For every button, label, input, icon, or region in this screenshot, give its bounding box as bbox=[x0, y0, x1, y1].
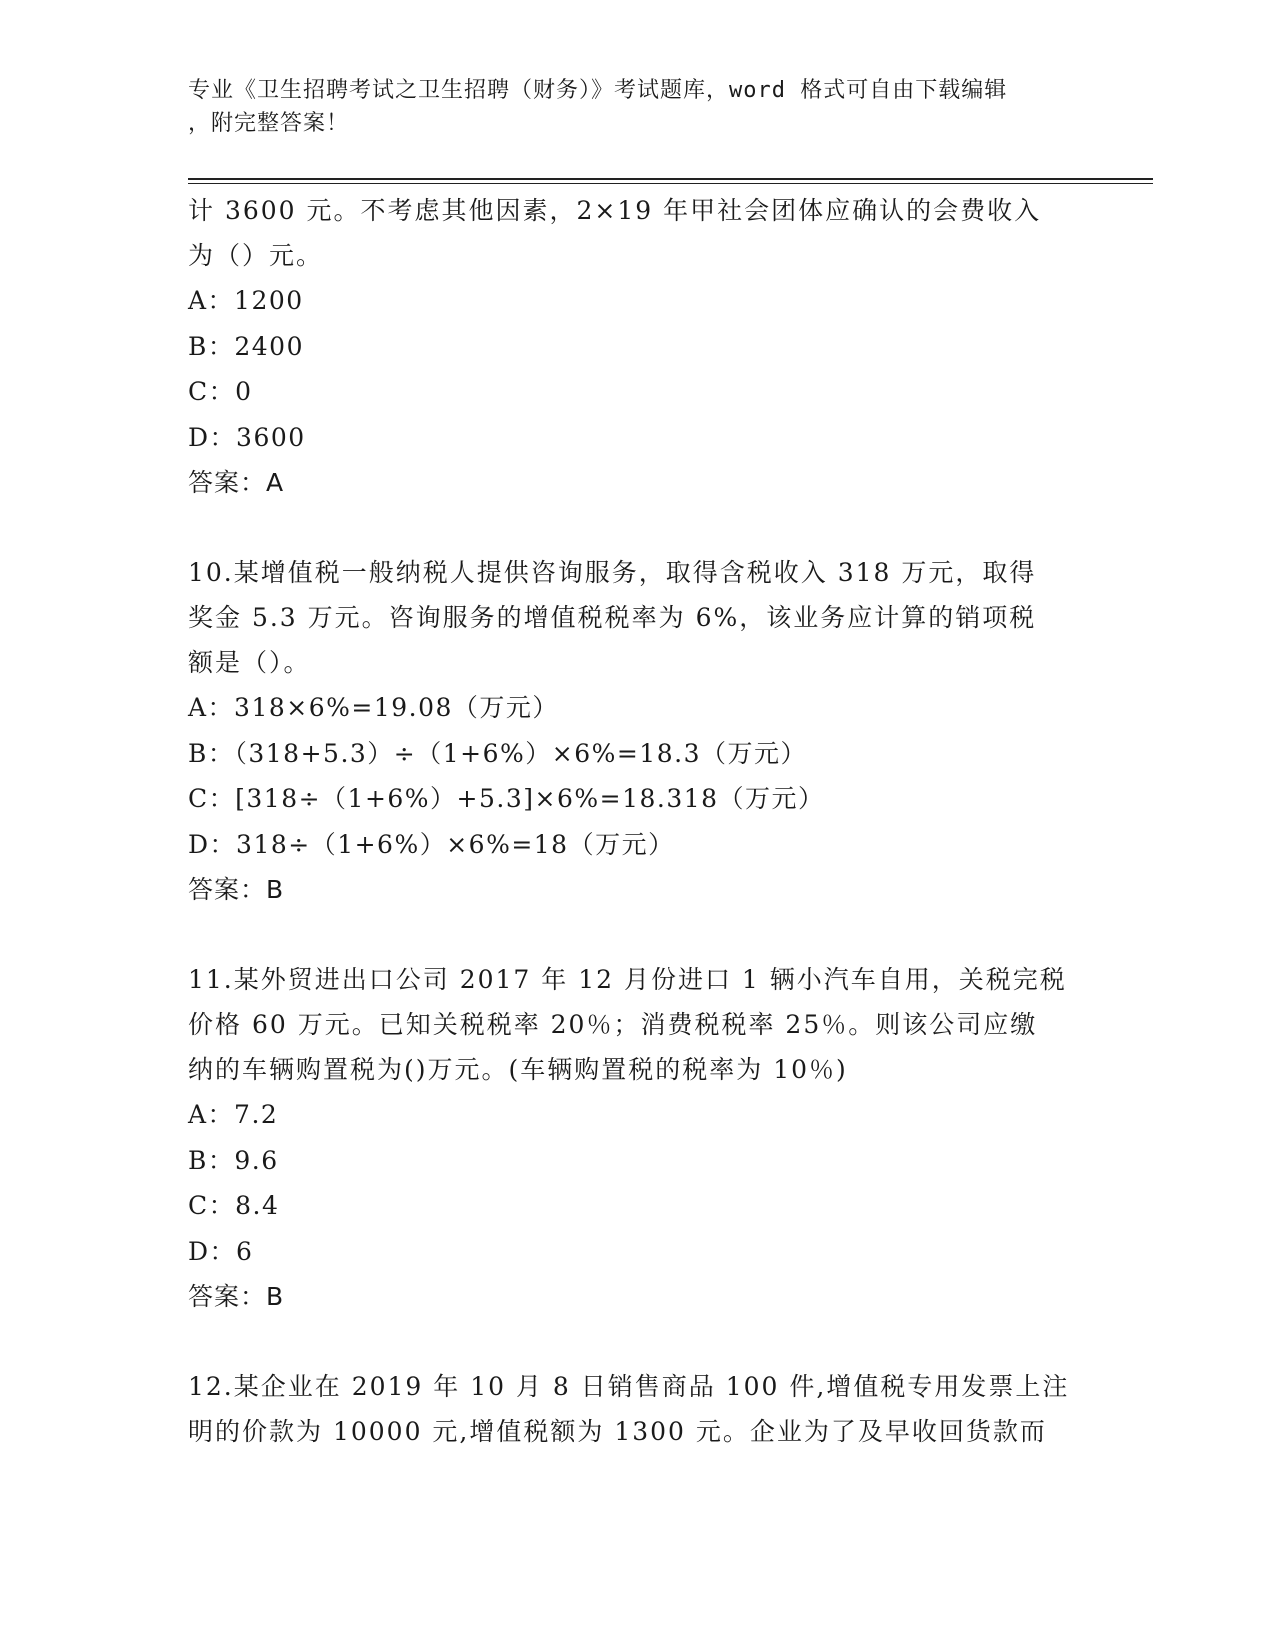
answer-text: 答案：A bbox=[188, 468, 285, 497]
question-text bbox=[188, 550, 1088, 685]
spacer bbox=[188, 1319, 1088, 1364]
option-d: D：6 bbox=[188, 1236, 254, 1266]
question-line: 10.某增值税一般纳税人提供咨询服务，取得含税收入 318 万元，取得 bbox=[188, 558, 1037, 587]
answer-text: 答案：B bbox=[188, 875, 285, 904]
option-b: B：9.6 bbox=[188, 1145, 279, 1175]
question-block bbox=[188, 188, 1088, 505]
question-block bbox=[188, 1364, 1088, 1454]
question-list bbox=[188, 188, 1088, 1454]
question-line: 奖金 5.3 万元。咨询服务的增值税税率为 6%，该业务应计算的销项税 bbox=[188, 603, 1037, 632]
option-b: B：（318+5.3）÷（1+6%）×6%=18.3（万元） bbox=[188, 738, 807, 768]
answer-text: 答案：B bbox=[188, 1282, 285, 1311]
option-c: C：[318÷（1+6%）+5.3]×6%=18.318（万元） bbox=[188, 784, 825, 813]
question-line: 明的价款为 10000 元,增值税额为 1300 元。企业为了及早收回货款而 bbox=[188, 1417, 1047, 1446]
question-text bbox=[188, 957, 1088, 1092]
question-text bbox=[188, 188, 1088, 278]
option-d: D：3600 bbox=[188, 422, 306, 452]
question-block bbox=[188, 550, 1088, 912]
spacer bbox=[188, 912, 1088, 957]
question-line: 11.某外贸进出口公司 2017 年 12 月份进口 1 辆小汽车自用，关税完税 bbox=[188, 965, 1067, 994]
question-line: 纳的车辆购置税为()万元。(车辆购置税的税率为 10％) bbox=[188, 1055, 848, 1084]
question-line: 计 3600 元。不考虑其他因素，2×19 年甲社会团体应确认的会费收入 bbox=[188, 196, 1042, 225]
header-line: 专业《卫生招聘考试之卫生招聘（财务）》考试题库，word 格式可自由下载编辑 bbox=[188, 78, 1008, 103]
question-line: 额是（）。 bbox=[188, 648, 311, 677]
page-header bbox=[188, 74, 1088, 140]
question-text bbox=[188, 1364, 1088, 1454]
question-line: 12.某企业在 2019 年 10 月 8 日销售商品 100 件,增值税专用发票上注 bbox=[188, 1372, 1070, 1401]
header-line: ，附完整答案！ bbox=[188, 111, 350, 136]
question-line: 为（）元。 bbox=[188, 241, 324, 270]
option-a: A：318×6%=19.08（万元） bbox=[188, 693, 559, 722]
option-c: C：0 bbox=[188, 377, 253, 406]
header-divider bbox=[188, 178, 1153, 184]
question-block bbox=[188, 957, 1088, 1319]
option-b: B：2400 bbox=[188, 331, 304, 361]
option-a: A：7.2 bbox=[188, 1100, 279, 1129]
option-c: C：8.4 bbox=[188, 1191, 280, 1220]
option-a: A：1200 bbox=[188, 286, 304, 315]
question-line: 价格 60 万元。已知关税税率 20％；消费税税率 25％。则该公司应缴 bbox=[188, 1010, 1038, 1039]
spacer bbox=[188, 505, 1088, 550]
option-d: D：318÷（1+6%）×6%=18（万元） bbox=[188, 829, 675, 859]
